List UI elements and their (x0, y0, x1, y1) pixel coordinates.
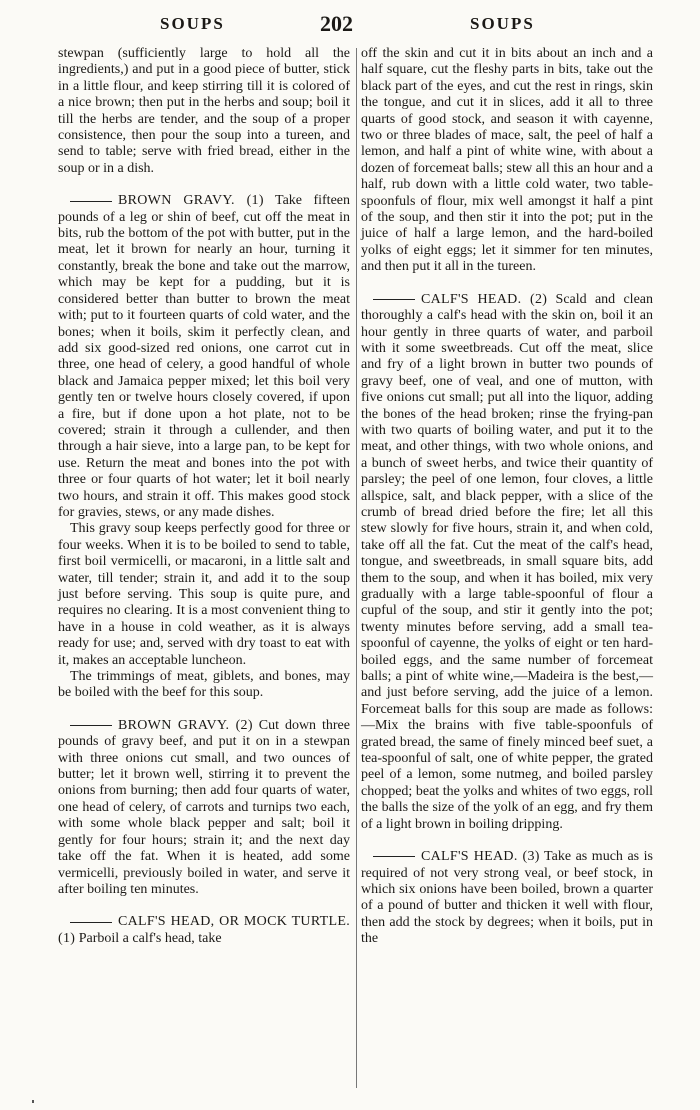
recipe-paragraph: This gravy soup keeps perfectly good for three or four weeks. When it is to be boiled to send to table, first boil vermicelli, or macaroni, in a little salt and water, till tender; strain it, and add it to the soup just before serving. This soup is quite pure, and requires no clearing. It is a most convenient thing to have in a house in cold weather, as it is always ready for use; and, served with dry toast to eat with it, makes an acceptable luncheon. (58, 521, 350, 668)
running-head-left: SOUPS (160, 14, 225, 33)
left-column (58, 46, 350, 947)
recipe-brown-gravy-2 (58, 718, 350, 898)
page-header (0, 11, 700, 40)
recipe-calfs-head-mock-turtle (58, 914, 350, 947)
recipe-text: Take as much as is required of not very strong veal, or beef stock, in which six onions have been boiled, brown a quarter of a pound of butter and thicken it well with flour, then add the stock by degrees; when it boils, put in the (361, 849, 654, 947)
entry-dash (70, 201, 112, 202)
recipe-brown-gravy-1 (58, 193, 350, 521)
recipe-text: Scald and clean thoroughly a calf's head with the skin on, boil it an hour gently in three quarts of water, and parboil with it some sweetbreads. Cut off the meat, slice and fry of a light brown in butter two pounds of gravy beef, one of veal, and one of mutton, with five onions cut small; put all into the liquor, adding the bones of the head broken; rinse the frying-pan with two quarts of boiling water, and put it to the meat, and other things, with two whole onions, and a bunch of sweet herbs, and twice their quantity of parsley; the peel of one lemon, four cloves, a little allspice, salt, and black pepper, with a slice of the crumb of bread dried before the fire; let all this stew slowly for five hours, strain it, and when cold, take off all the fat. Cut the meat of the calf's head, tongue, and sweetbreads, in small square bits, add them to the soup, and when it has boiled, mix very gradually with a large table-spoonful of flour a cupful of the soup, and stir it gently into the pot; twenty minutes before serving, add a small tea-spoonful of cayenne, the yolks of eight or ten hard-boiled eggs, and the same number of forcemeat balls; a pint of white wine,—Madeira is the best,—and just before serving, add the juice of a lemon. Forcemeat balls for this soup are made as follows:—Mix the brains with five table-spoonfuls of grated bread, the same of finely minced beef suet, a tea-spoonful of salt, one of white pepper, the grated peel of a lemon, some nutmeg, and boiled parsley chopped; beat the yolks and whites of two eggs, roll the balls the size of the yolk of an egg, and fry them of a light brown in boiling dripping. (361, 291, 653, 832)
recipe-heading: BROWN GRAVY. (2) (118, 717, 253, 733)
column-divider (356, 48, 357, 1088)
entry-dash (70, 922, 112, 923)
recipe-paragraph: The trimmings of meat, giblets, and bones, may be boiled with the beef for this soup. (58, 669, 350, 701)
recipe-heading: CALF'S HEAD, OR MOCK TURTLE. (1) (58, 914, 350, 946)
recipe-text: Cut down three pounds of gravy beef, and put it on in a stewpan with three onions cut small, and two ounces of butter; let it brown well, stirring it to prevent the onions from burning; then add four quarts of water, one head of celery, of carrots and turnips two each, with some whole black pepper and salt; boil it gently for four hours; strain it; and the next day take off the fat. When it is heated, add some vermicelli, previously boiled in water, and serve it after boiling ten minutes. (58, 717, 350, 897)
recipe-heading: CALF'S HEAD. (2) (421, 291, 548, 307)
entry-dash (373, 299, 415, 300)
right-column (361, 46, 653, 948)
recipe-text: Parboil a calf's head, take (78, 930, 222, 946)
page-number: 202 (320, 11, 353, 36)
entry-dash (373, 856, 415, 857)
continued-paragraph: stewpan (sufficiently large to hold all the ingredients,) and put in a good piece of butter, stick in a little flour, and keep stirring till it is colored of a nice brown; then put in the herbs and soup; boil it till the herbs are tender, and the soup of a proper consistence, then pour the soup into a tureen, and send to table; serve with fried bread, either in the soup or in a dish. (58, 46, 350, 176)
continued-paragraph: off the skin and cut it in bits about an inch and a half square, cut the fleshy parts in bits, take out the black part of the eyes, and cut the rest in rings, skin the tongue, and cut it in slices, add it all to three quarts of good stock, and season it with cayenne, two or three blades of mace, salt, the peel of half a lemon, and half a pint of white wine, with about a dozen of forcemeat balls; stew all this an hour and a half, rub down with a little cold water, two table-spoonfuls of flour, mix well amongst it half a pint of the soup, and then stir it into the pot; put in the juice of half a large lemon, and the hard-boiled yolks of eight eggs; let it simmer for ten minutes, and then put it all in the tureen. (361, 46, 653, 275)
running-head-right: SOUPS (470, 14, 535, 33)
print-speck (32, 1100, 34, 1103)
recipe-heading: BROWN GRAVY. (1) (118, 193, 264, 209)
recipe-calfs-head-2 (361, 292, 653, 833)
recipe-text: Take fifteen pounds of a leg or shin of beef, cut off the meat in bits, rub the bottom of the pot with butter, put in the meat, let it brown for nearly an hour, turning it constantly, break the bone and take out the marrow, which may be kept for a pudding, but it is considered better than butter to brown the meat with; put to it fourteen quarts of cold water, and the bones; when it boils, skim it perfectly clean, and add six good-sized red onions, one carrot cut in three, one head of celery, a good handful of whole black and Jamaica pepper mixed; let this boil very gently ten or twelve hours closely covered, if upon a fire, but if done upon a hot plate, not to be covered; strain it through a cullender, and then through a hair sieve, into a large pan, to be kept for use. Return the meat and bones into the pot with three or four quarts of hot water; let it boil nearly two hours, and strain it off. This makes good stock for gravies, stews, or any made dishes. (58, 193, 350, 520)
entry-dash (70, 725, 112, 726)
recipe-calfs-head-3 (361, 849, 653, 947)
recipe-heading: CALF'S HEAD. (3) (421, 849, 540, 865)
